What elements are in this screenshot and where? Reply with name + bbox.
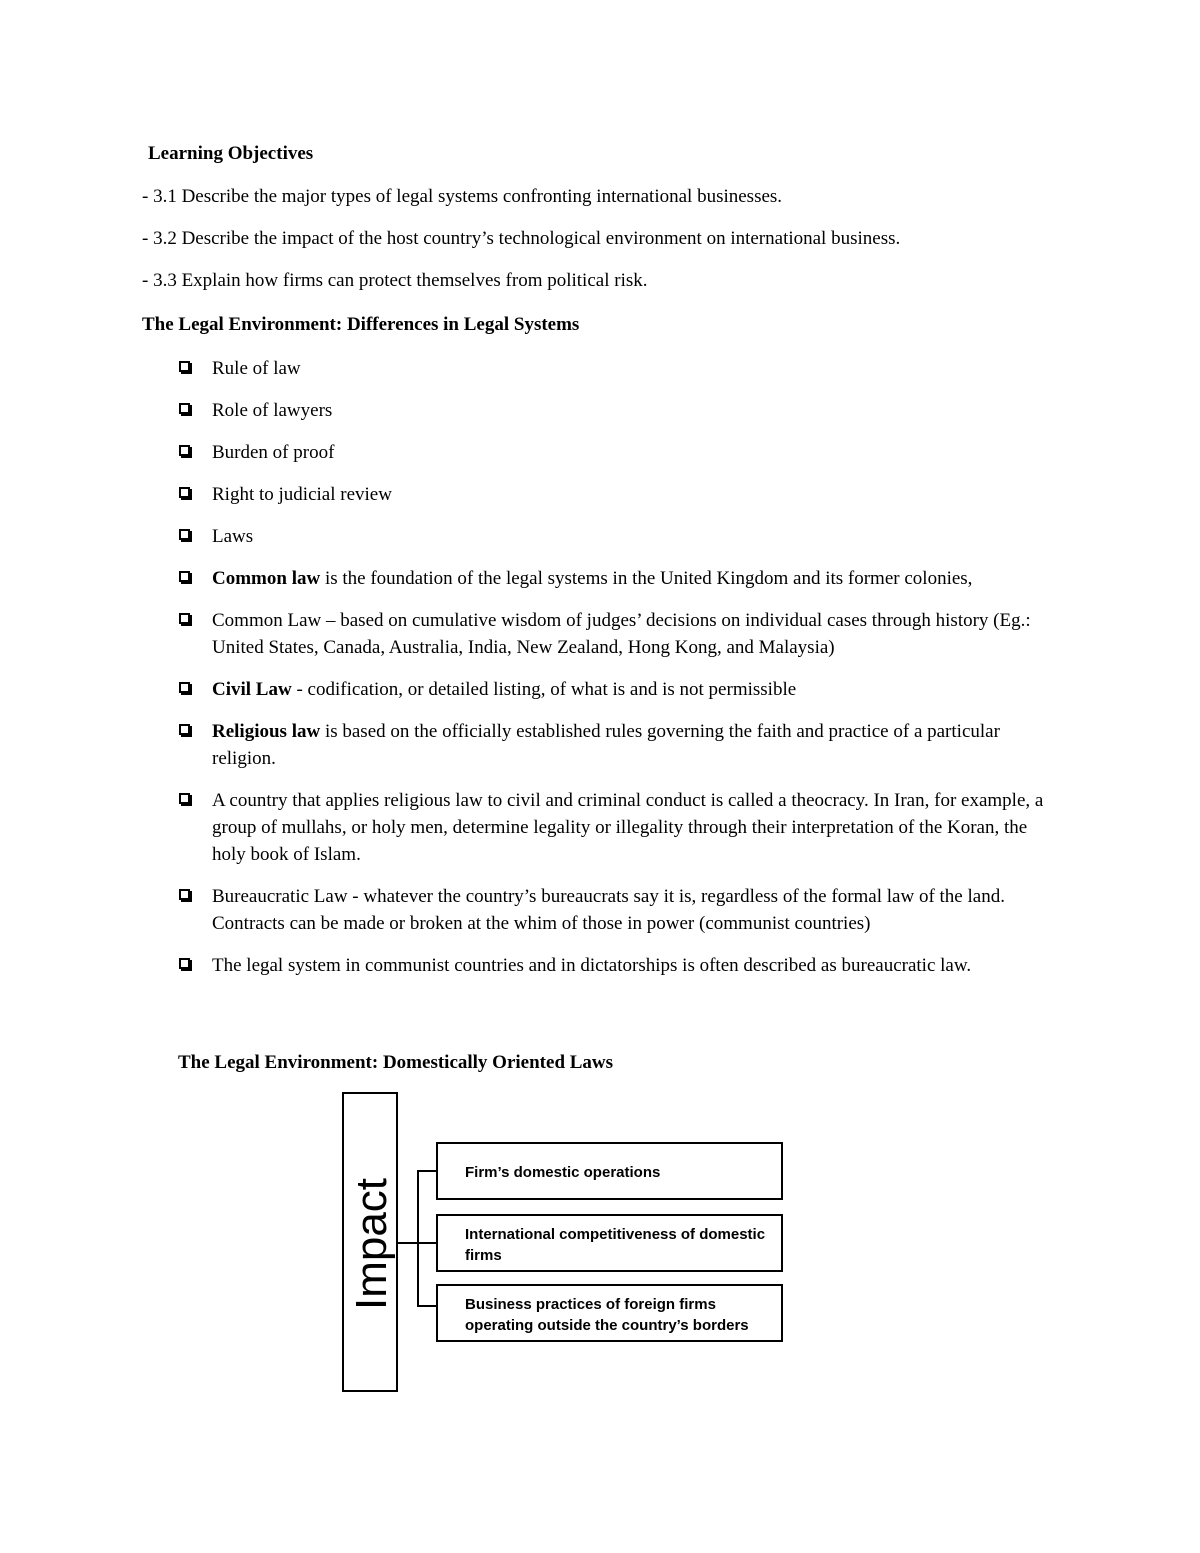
legal-systems-list [178, 355, 1058, 994]
checkbox-bullet-icon [179, 682, 190, 693]
legal-systems-heading: The Legal Environment: Differences in Legal Systems [142, 314, 580, 335]
item-bold-term: Religious law [212, 721, 321, 742]
checkbox-bullet-icon [179, 958, 190, 969]
list-item [178, 355, 1058, 382]
impact-item-domestic-operations: Firm’s domestic operations [436, 1142, 783, 1200]
list-item [178, 787, 1058, 868]
impact-item-foreign-firms-practices: Business practices of foreign firms operating outside the country’s borders [436, 1284, 783, 1342]
list-item [178, 481, 1058, 508]
checkbox-bullet-icon [179, 529, 190, 540]
checkbox-bullet-icon [179, 724, 190, 735]
item-text: Laws [212, 526, 254, 547]
list-item [178, 607, 1058, 661]
learning-objectives-heading: Learning Objectives [148, 143, 314, 164]
connector-branch-1 [417, 1170, 436, 1172]
impact-diagram [340, 1092, 790, 1396]
checkbox-bullet-icon [179, 889, 190, 900]
list-item [178, 676, 1058, 703]
item-text: A country that applies religious law to civil and criminal conduct is called a theocracy. In Iran, for example, a group of mullahs, or holy men, determine legality or illegality through their interpretation of the Koran, the holy book of Islam. [212, 790, 1044, 865]
list-item [178, 883, 1058, 937]
checkbox-bullet-icon [179, 571, 190, 582]
item-bold-term: Common law [212, 568, 321, 589]
list-item [178, 439, 1058, 466]
item-text: Rule of law [212, 358, 301, 379]
checkbox-bullet-icon [179, 361, 190, 372]
item-text: Role of lawyers [212, 400, 333, 421]
checkbox-bullet-icon [179, 445, 190, 456]
connector-branch-2 [417, 1242, 436, 1244]
objective-3-1: - 3.1 Describe the major types of legal systems confronting international businesses. [142, 186, 783, 207]
list-item [178, 523, 1058, 550]
item-text: The legal system in communist countries and in dictatorships is often described as bureaucratic law. [212, 955, 972, 976]
item-bold-term: Civil Law [212, 679, 292, 700]
connector-branch-3 [417, 1305, 436, 1307]
domestic-laws-heading: The Legal Environment: Domestically Oriented Laws [178, 1052, 614, 1073]
impact-item-international-competitiveness: International competitiveness of domestic firms [436, 1214, 783, 1272]
list-item [178, 718, 1058, 772]
checkbox-bullet-icon [179, 793, 190, 804]
checkbox-bullet-icon [179, 403, 190, 414]
item-text: is the foundation of the legal systems in the United Kingdom and its former colonies, [320, 568, 973, 589]
impact-label: Impact [347, 1177, 396, 1311]
list-item [178, 565, 1058, 592]
checkbox-bullet-icon [179, 487, 190, 498]
list-item [178, 397, 1058, 424]
item-text: Bureaucratic Law - whatever the country’s bureaucrats say it is, regardless of the formal law of the land. Contracts can be made or broken at the whim of those in power (communist countries) [212, 886, 1005, 934]
impact-box [342, 1092, 398, 1392]
item-text: is based on the officially established rules governing the faith and practice of a particular religion. [212, 721, 1000, 769]
objective-3-2: - 3.2 Describe the impact of the host country’s technological environment on international business. [142, 228, 901, 249]
objective-3-3: - 3.3 Explain how firms can protect themselves from political risk. [142, 270, 648, 291]
item-text: - codification, or detailed listing, of what is and is not permissible [291, 679, 797, 700]
item-text: Common Law – based on cumulative wisdom of judges’ decisions on individual cases through history (Eg.: United States, Canada, Australia, India, New Zealand, Hong Kong, and Malaysia) [212, 610, 1031, 658]
item-text: Burden of proof [212, 442, 335, 463]
item-text: Right to judicial review [212, 484, 392, 505]
checkbox-bullet-icon [179, 613, 190, 624]
list-item [178, 952, 1058, 979]
connector-vertical [417, 1170, 419, 1306]
connector-horizontal [398, 1242, 418, 1244]
